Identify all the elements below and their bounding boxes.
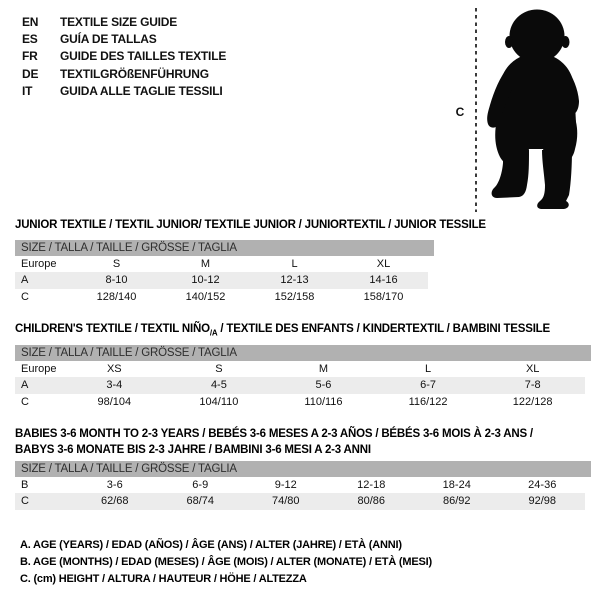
age-cell: 3-6: [106, 479, 123, 492]
size-cell: L: [425, 363, 432, 376]
height-cell: 158/170: [363, 290, 404, 303]
row-label: B: [21, 479, 29, 492]
babies-section-title: [15, 426, 533, 458]
age-cell: 14-16: [369, 274, 398, 287]
table-row: [15, 256, 428, 272]
height-cell: 128/140: [96, 290, 137, 303]
height-cell: 92/98: [528, 495, 557, 508]
language-label: TEXTILE SIZE GUIDE: [60, 15, 178, 29]
language-label: GUÍA DE TALLAS: [60, 32, 157, 47]
table-row: [15, 493, 585, 509]
size-cell: XL: [525, 363, 540, 376]
height-cell: 104/110: [199, 395, 239, 408]
children-section-title: [15, 321, 550, 341]
language-code: IT: [22, 83, 33, 98]
children-title-suffix: / TEXTILE DES ENFANTS / KINDERTEXTIL / BAMBINI TESSILE: [217, 323, 550, 335]
size-cell: M: [200, 258, 211, 271]
table-row: [15, 289, 428, 305]
language-row-es: [22, 31, 226, 48]
babies-size-table: [15, 461, 585, 510]
age-cell: 7-8: [524, 379, 541, 392]
age-cell: 12-18: [357, 479, 386, 492]
size-cell: XL: [376, 258, 391, 271]
age-cell: 8-10: [105, 274, 128, 287]
age-cell: 9-12: [274, 479, 297, 492]
legend-line-b: B. AGE (MONTHS) / EDAD (MESES) / ÂGE (MOIS) / ALTER (MONATE) / ETÀ (MESI): [20, 556, 432, 568]
age-cell: 6-7: [420, 379, 437, 392]
age-cell: 4-5: [210, 379, 227, 392]
language-code: EN: [22, 15, 39, 29]
row-label: Europe: [21, 363, 57, 376]
height-cell: 98/104: [97, 395, 132, 408]
height-cell: 122/128: [512, 395, 553, 408]
legend-line-a: A. AGE (YEARS) / EDAD (AÑOS) / ÂGE (ANS) / ALTER (JAHRE) / ETÀ (ANNI): [20, 539, 402, 551]
height-cell: 140/152: [185, 290, 226, 303]
babies-size-header-bar: SIZE / TALLA / TAILLE / GRÖSSE / TAGLIA: [15, 461, 591, 477]
language-row-it: [22, 83, 226, 100]
row-label: Europe: [21, 258, 57, 271]
junior-size-header-bar: SIZE / TALLA / TAILLE / GRÖSSE / TAGLIA: [15, 240, 434, 256]
language-label: GUIDE DES TAILLES TEXTILE: [60, 49, 227, 64]
age-cell: 3-4: [106, 379, 123, 392]
row-label: C: [21, 495, 29, 508]
height-cell: 68/74: [186, 495, 215, 508]
language-label: TEXTILGRÖßENFÜHRUNG: [60, 66, 209, 81]
height-cell: 116/122: [408, 395, 448, 408]
age-cell: 5-6: [315, 379, 332, 392]
junior-size-table: [15, 240, 428, 305]
height-cell: 74/80: [271, 495, 300, 508]
size-cell: XS: [106, 363, 122, 376]
babies-title-line2: BABYS 3-6 MONATE BIS 2-3 JAHRE / BAMBINI 3-6 MESI A 2-3 ANNI: [15, 444, 371, 456]
table-row: [15, 477, 585, 493]
row-label: C: [21, 395, 29, 408]
height-cell: 152/158: [274, 290, 315, 303]
language-row-en: [22, 14, 226, 31]
babies-title-line1: BABIES 3-6 MONTH TO 2-3 YEARS / BEBÉS 3-6 MESES A 2-3 AÑOS / BÉBÉS 3-6 MOIS À 2-3 ANS /: [15, 428, 533, 440]
age-cell: 6-9: [192, 479, 209, 492]
children-title-prefix: CHILDREN'S TEXTILE / TEXTIL NIÑO: [15, 323, 210, 335]
age-cell: 10-12: [191, 274, 220, 287]
children-title-subscript: /A: [209, 328, 218, 338]
table-row: [15, 377, 585, 393]
size-cell: S: [215, 363, 223, 376]
language-header: [22, 14, 226, 100]
legend-line-c: C. (cm) HEIGHT / ALTURA / HAUTEUR / HÖHE / ALTEZZA: [20, 573, 307, 585]
age-cell: 18-24: [442, 479, 471, 492]
legend: [20, 537, 432, 588]
language-code: ES: [22, 32, 38, 47]
children-size-table: [15, 345, 585, 410]
height-cell: 110/116: [304, 395, 343, 408]
table-row: [15, 272, 428, 288]
size-cell: M: [318, 363, 329, 376]
language-label: GUIDA ALLE TAGLIE TESSILI: [60, 83, 223, 98]
height-cell: 80/86: [357, 495, 386, 508]
height-measure-label: C: [455, 105, 465, 119]
height-cell: 62/68: [100, 495, 129, 508]
language-row-fr: [22, 48, 226, 65]
table-row: [15, 361, 585, 377]
row-label: A: [21, 379, 29, 392]
junior-section-title: JUNIOR TEXTILE / TEXTIL JUNIOR/ TEXTILE JUNIOR / JUNIORTEXTIL / JUNIOR TESSILE: [15, 219, 486, 231]
height-dotted-line: [475, 8, 477, 212]
children-size-header-bar: SIZE / TALLA / TAILLE / GRÖSSE / TAGLIA: [15, 345, 591, 361]
size-cell: L: [291, 258, 298, 271]
row-label: C: [21, 290, 29, 303]
table-row: [15, 394, 585, 410]
language-row-de: [22, 66, 226, 83]
height-cell: 86/92: [442, 495, 471, 508]
age-cell: 12-13: [280, 274, 309, 287]
row-label: A: [21, 274, 29, 287]
toddler-silhouette: [478, 5, 594, 215]
language-code: DE: [22, 66, 39, 81]
language-code: FR: [22, 49, 38, 64]
size-cell: S: [112, 258, 121, 271]
age-cell: 24-36: [528, 479, 557, 492]
